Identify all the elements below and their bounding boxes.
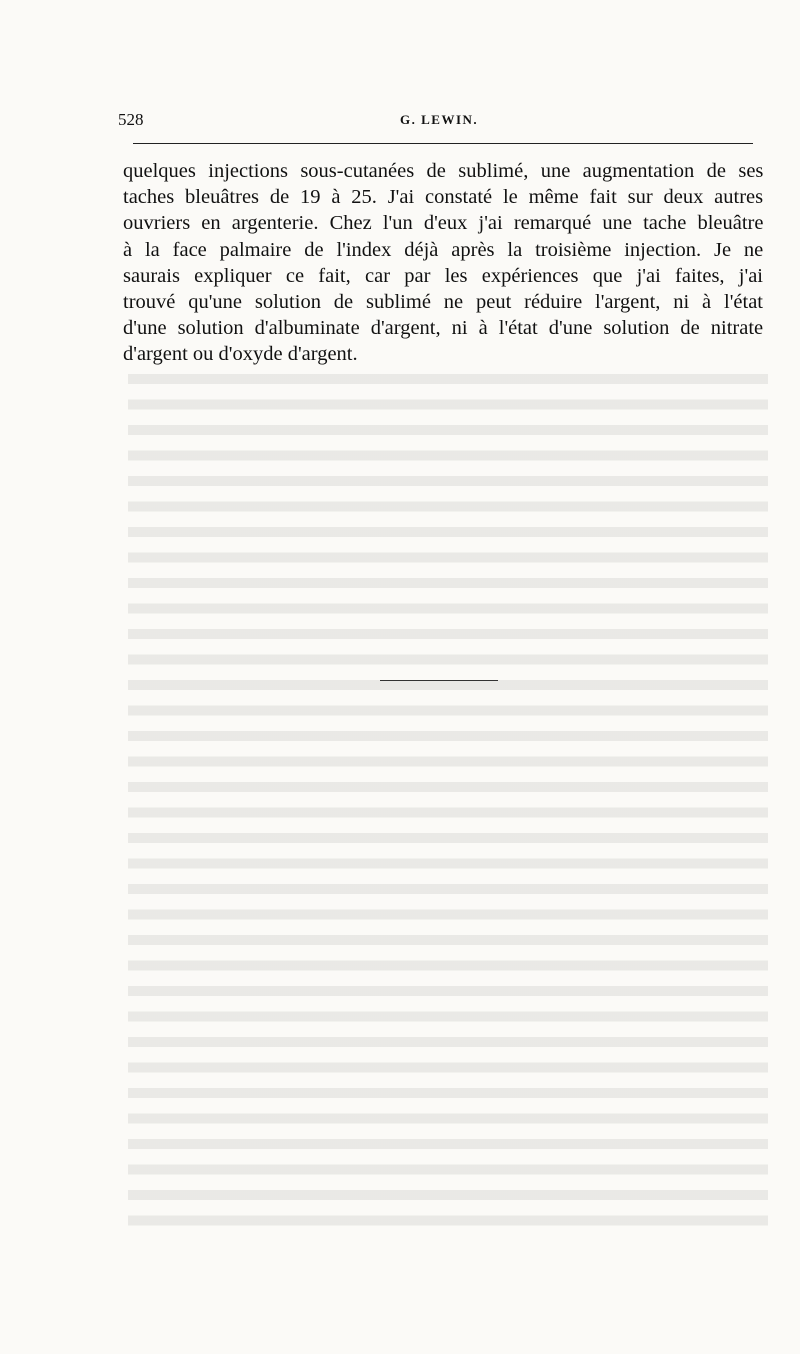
text-line: saurais expliquer ce fait, car par les expériences que j'ai faites, j'ai: [123, 264, 763, 287]
reverse-page-bleed-through: [128, 360, 768, 1240]
page-number: 528: [118, 110, 144, 129]
running-head: G. LEWIN.: [400, 112, 479, 127]
text-line: d'argent ou d'oxyde d'argent.: [123, 343, 358, 366]
text-line: quelques injections sous-cutanées de sublimé, une augmentation de ses: [123, 160, 764, 182]
text-line: à la face palmaire de l'index déjà après la troisième injection. Je ne: [123, 238, 764, 261]
page-header: [118, 110, 763, 134]
text-line: trouvé qu'une solution de sublimé ne peut réduire l'argent, ni à l'état: [123, 291, 763, 314]
section-end-rule: [380, 680, 498, 681]
text-line: ouvriers en argenterie. Chez l'un d'eux j'ai remarqué une tache bleuâtre: [123, 212, 764, 235]
header-rule: [133, 143, 753, 144]
text-line: d'une solution d'albuminate d'argent, ni à l'état d'une solution de nitrate: [123, 317, 764, 340]
text-line: taches bleuâtres de 19 à 25. J'ai constaté le même fait sur deux autres: [123, 186, 764, 209]
body-paragraph: [123, 158, 763, 368]
